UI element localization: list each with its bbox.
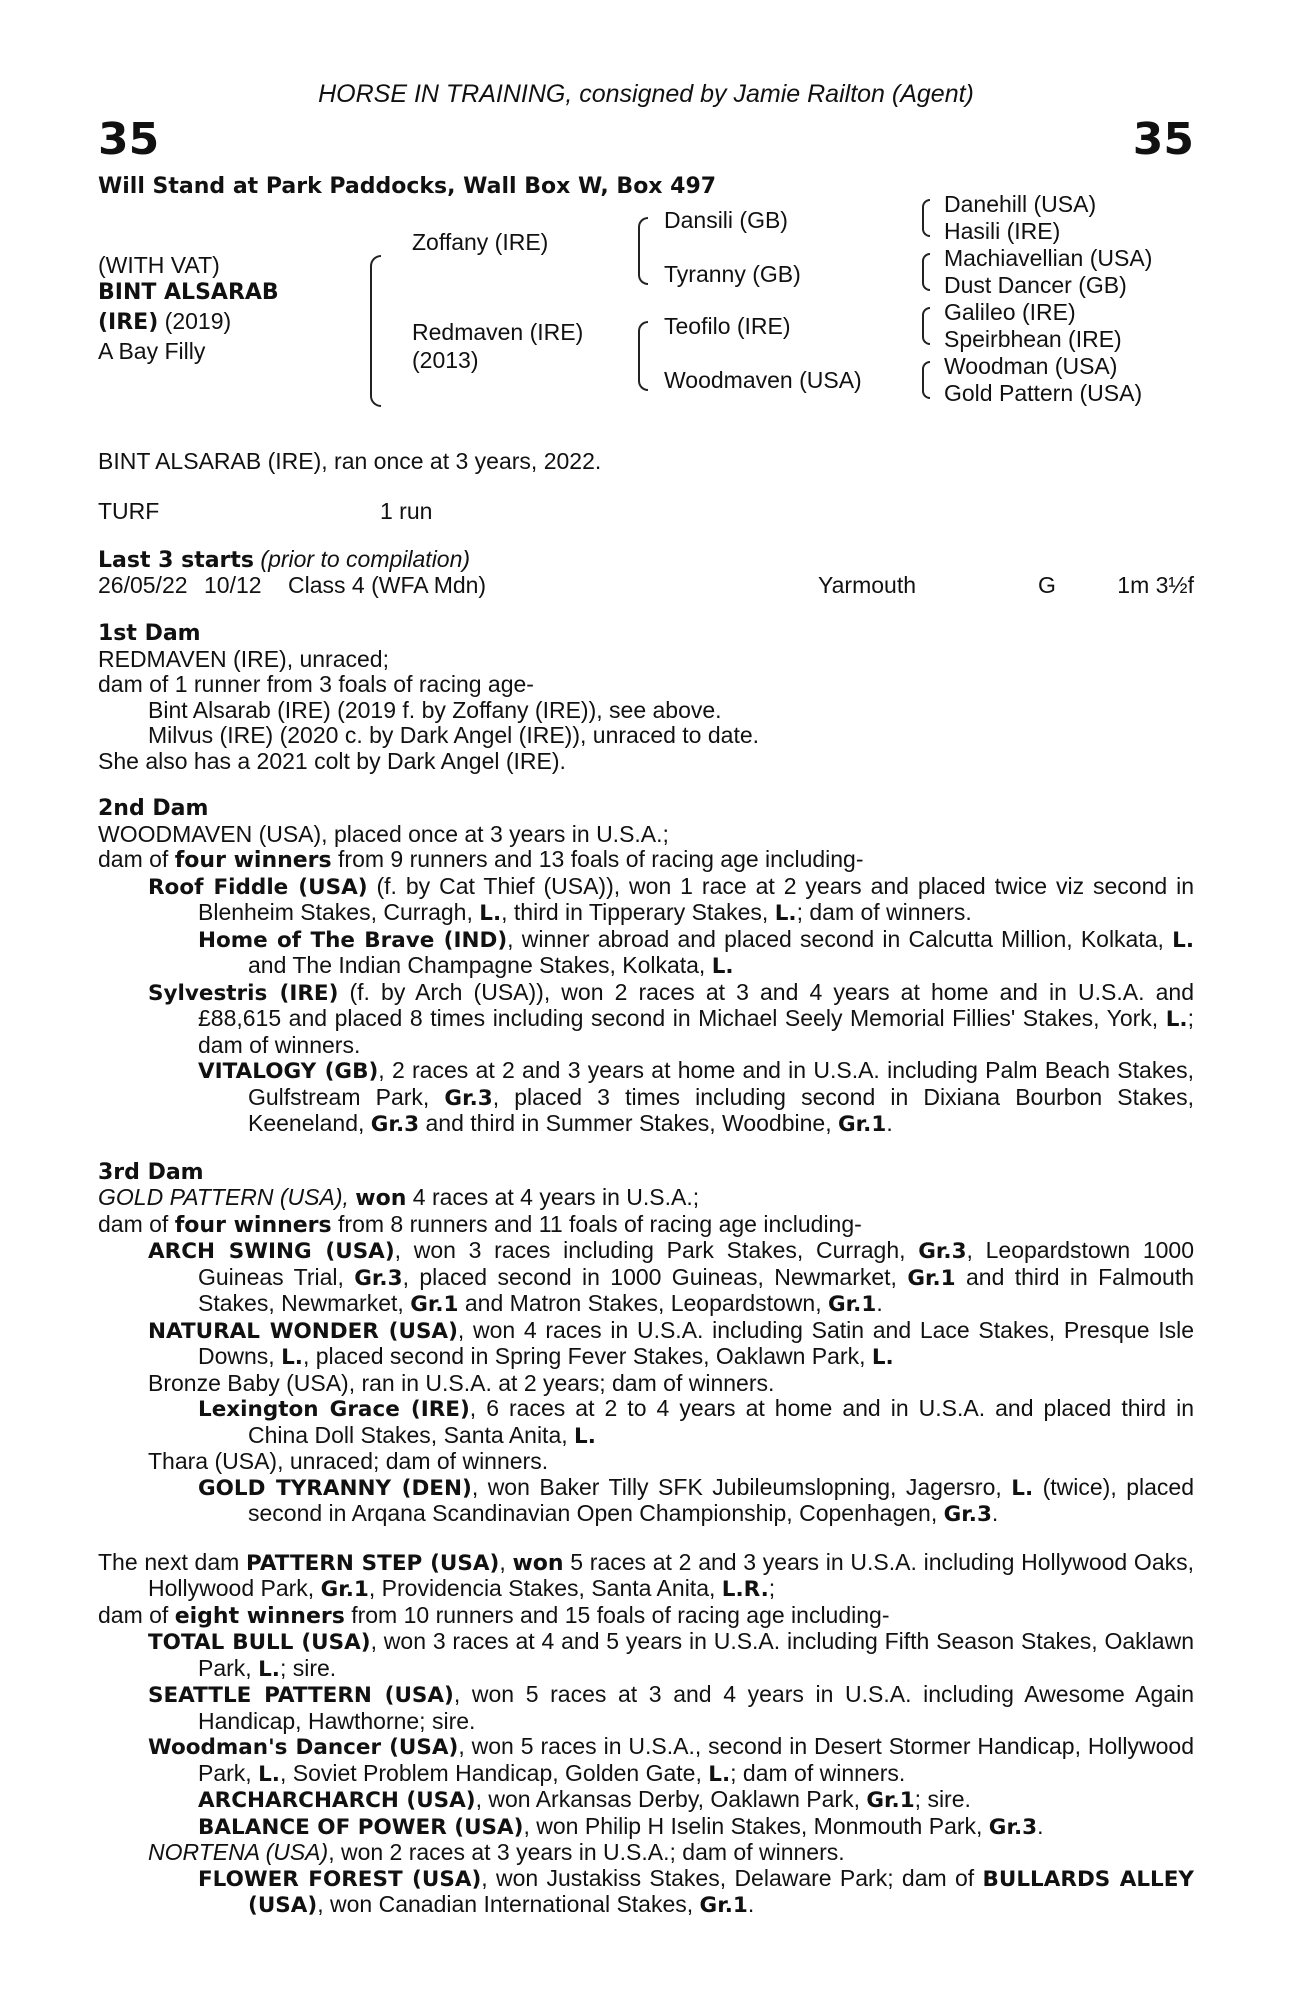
- consignment-line: HORSE IN TRAINING, consigned by Jamie Railton (Agent): [318, 80, 974, 108]
- dam-dam: Woodmaven (USA): [664, 367, 862, 393]
- turf-label: TURF: [98, 497, 160, 524]
- winners-count: four winners: [174, 848, 332, 873]
- horse-origin-year: [98, 307, 279, 337]
- horse-name: GOLD TYRANNY (DEN): [198, 1475, 472, 1501]
- text: ;: [768, 1575, 776, 1601]
- text: dam of: [98, 1601, 175, 1628]
- produce-seattle-pattern: [98, 1682, 1194, 1734]
- start-row: [98, 573, 1194, 599]
- first-dam-line-2: dam of 1 runner from 3 foals of racing age-: [98, 671, 534, 697]
- horse-name: Home of The Brave (IND): [198, 927, 508, 953]
- horse-name: TOTAL BULL (USA): [148, 1630, 371, 1655]
- produce-balance-of-power: [98, 1814, 1194, 1841]
- grandparent-4: Dust Dancer (GB): [944, 272, 1127, 298]
- horse-name: Sylvestris (IRE): [148, 980, 339, 1006]
- second-dam-section: [98, 796, 1194, 1138]
- first-dam-heading: 1st Dam: [98, 621, 201, 646]
- dam: Redmaven (IRE): [412, 319, 584, 345]
- horse-name: Lexington Grace (IRE): [198, 1397, 470, 1422]
- second-dam-line-1: WOODMAVEN (USA), placed once at 3 years in U.S.A.;: [98, 820, 669, 847]
- first-dam-foal-2: Milvus (IRE) (2020 c. by Dark Angel (IRE)), unraced to date.: [148, 722, 760, 748]
- text: , won Canadian International Stakes,: [317, 1891, 700, 1917]
- horse-name: NATURAL WONDER (USA): [148, 1318, 458, 1344]
- grade-mark: Gr.1: [838, 1112, 887, 1137]
- start-date: 26/05/22: [98, 572, 188, 598]
- grandparent-5: Galileo (IRE): [944, 299, 1076, 325]
- horse-name: ARCHARCHARCH (USA): [198, 1788, 476, 1813]
- produce-archarcharch: [98, 1787, 1194, 1814]
- text: , placed second in Spring Fever Stakes, Oaklawn Park,: [302, 1343, 872, 1369]
- lot-header: [98, 80, 1194, 165]
- horse-name: BINT ALSARAB: [98, 280, 279, 305]
- grade-mark: Gr.1: [699, 1893, 748, 1918]
- first-dam-line-1: REDMAVEN (IRE), unraced;: [98, 645, 389, 672]
- produce-bronze-baby: Bronze Baby (USA), ran in U.S.A. at 2 years; dam of winners.: [148, 1369, 775, 1396]
- start-distance: 1m 3½f: [1117, 572, 1194, 598]
- bracket-g4: [922, 361, 930, 399]
- lot-number-right: 35: [1132, 114, 1194, 165]
- text: ; dam of winners.: [796, 899, 972, 925]
- third-dam-section: [98, 1160, 1194, 1528]
- text: ; dam of winners.: [730, 1759, 906, 1786]
- grade-mark: Gr.3: [370, 1112, 420, 1137]
- horse-name: Roof Fiddle (USA): [148, 874, 368, 900]
- text: ,: [499, 1548, 513, 1575]
- sire-dam: Tyranny (GB): [664, 261, 801, 287]
- produce-lexington-grace: [98, 1396, 1194, 1449]
- turf-runs: 1 run: [380, 497, 433, 524]
- horse-name: BALANCE OF POWER (USA): [198, 1814, 524, 1840]
- text: dam of: [98, 846, 175, 872]
- grade-mark: Gr.3: [444, 1085, 493, 1111]
- produce-home-of-the-brave: [98, 927, 1194, 980]
- next-dam-section: [98, 1550, 1194, 1919]
- listed-mark: L.: [1165, 1007, 1188, 1032]
- turf-record: [98, 499, 1194, 525]
- horse-name: BULLARDS ALLEY (USA): [248, 1866, 1194, 1918]
- grade-mark: Gr.3: [988, 1814, 1038, 1840]
- catalogue-page: [98, 80, 1194, 1919]
- horse-name: ARCH SWING (USA): [148, 1239, 395, 1264]
- sire-sire: Dansili (GB): [664, 207, 788, 233]
- horse-name: Woodman's Dancer (USA): [148, 1735, 459, 1760]
- listed-mark: L.: [708, 1761, 731, 1787]
- horse-name: SEATTLE PATTERN (USA): [148, 1683, 454, 1708]
- next-dam-line-2: [98, 1603, 1194, 1630]
- text: .: [876, 1290, 883, 1316]
- produce-flower-forest: [98, 1866, 1194, 1919]
- second-dam-heading: 2nd Dam: [98, 796, 209, 821]
- winners-count: four winners: [174, 1212, 332, 1238]
- horse-description: A Bay Filly: [98, 338, 206, 364]
- listed-mark: L.: [871, 1345, 894, 1370]
- grade-mark: Gr.1: [320, 1577, 369, 1602]
- dam-name: GOLD PATTERN (USA),: [98, 1184, 356, 1210]
- text: (f. by Cat Thief (USA)), won 1 race at 2 years and placed twice viz second in Blenheim Stakes, Curragh,: [198, 872, 1195, 925]
- start-position: 10/12: [204, 572, 262, 598]
- text: .: [991, 1500, 999, 1526]
- text: (twice), placed second in Arqana Scandinavian Open Championship, Copenhagen,: [248, 1473, 1194, 1526]
- text: 4 races at 4 years in U.S.A.;: [406, 1184, 700, 1210]
- produce-roof-fiddle: [98, 874, 1194, 927]
- listed-mark: L.: [574, 1423, 596, 1449]
- first-dam-foal-1: Bint Alsarab (IRE) (2019 f. by Zoffany (IRE)), see above.: [148, 696, 722, 723]
- text: and The Indian Champagne Stakes, Kolkata,: [248, 952, 712, 978]
- listed-mark: L.: [479, 901, 502, 926]
- horse-identity: [98, 251, 279, 365]
- start-race: Class 4 (WFA Mdn): [288, 572, 487, 598]
- text: and third in Falmouth Stakes, Newmarket,: [198, 1263, 1194, 1316]
- vat-note: (WITH VAT): [98, 252, 220, 278]
- pedigree-table: [98, 191, 1194, 429]
- horse-name: FLOWER FOREST (USA): [198, 1866, 482, 1892]
- listed-mark: L.: [774, 901, 797, 926]
- grandparent-8: Gold Pattern (USA): [944, 380, 1143, 406]
- produce-natural-wonder: [98, 1318, 1194, 1371]
- text: , won Justakiss Stakes, Delaware Park; dam of: [481, 1864, 983, 1891]
- listed-mark: L.: [1011, 1475, 1034, 1501]
- sire: Zoffany (IRE): [412, 229, 549, 255]
- grandparent-1: Danehill (USA): [944, 191, 1097, 217]
- horse-name: NORTENA (USA): [148, 1839, 329, 1865]
- produce-woodmans-dancer: [98, 1734, 1194, 1787]
- text: ; sire.: [279, 1654, 337, 1681]
- start-going: G: [1038, 572, 1056, 598]
- text: .: [747, 1891, 755, 1917]
- produce-sylvestris: [98, 980, 1194, 1059]
- text: dam of: [98, 1210, 175, 1237]
- listed-mark: L.: [258, 1761, 280, 1787]
- bracket-sire-parents: [638, 217, 648, 285]
- listed-race-mark: L.R.: [721, 1577, 769, 1602]
- text: , won 5 races at 3 and 4 years in U.S.A. including Awesome Again Handicap, Hawthorne; sire.: [198, 1681, 1195, 1734]
- text: , third in Tipperary Stakes,: [501, 899, 775, 925]
- grade-mark: Gr.1: [866, 1788, 915, 1813]
- horse-year: (2019): [158, 308, 232, 334]
- grandparent-7: Woodman (USA): [944, 353, 1118, 379]
- text: , won Philip H Iselin Stakes, Monmouth Park,: [523, 1812, 989, 1839]
- dam-sire: Teofilo (IRE): [664, 313, 791, 339]
- text: The next dam: [98, 1548, 247, 1575]
- bracket-g3: [922, 307, 930, 345]
- text: , won 3 races including Park Stakes, Curragh,: [394, 1237, 919, 1263]
- text: ; dam of winners.: [198, 1005, 1194, 1058]
- grade-mark: Gr.1: [907, 1265, 956, 1291]
- produce-arch-swing: [98, 1238, 1194, 1318]
- text: and third in Summer Stakes, Woodbine,: [419, 1110, 838, 1136]
- last-starts-heading: [98, 547, 1194, 574]
- text: , won Arkansas Derby, Oaklawn Park,: [475, 1786, 867, 1812]
- text: , Providencia Stakes, Santa Anita,: [368, 1575, 722, 1601]
- grade-mark: Gr.3: [354, 1265, 403, 1291]
- text: , won Baker Tilly SFK Jubileumslopning, Jagersro,: [471, 1473, 1012, 1500]
- text: , placed 3 times including second in Dixiana Bourbon Stakes, Keeneland,: [248, 1083, 1195, 1136]
- text: , winner abroad and placed second in Calcutta Million, Kolkata,: [507, 925, 1173, 952]
- grade-mark: Gr.1: [828, 1292, 877, 1317]
- lot-number-left: 35: [98, 114, 160, 165]
- catalogue-body: [98, 449, 1194, 1919]
- text: .: [886, 1110, 893, 1136]
- text: , won 3 races at 4 and 5 years in U.S.A. including Fifth Season Stakes, Oaklawn Park,: [198, 1628, 1194, 1681]
- last-starts-title: Last 3 starts: [98, 547, 255, 573]
- text: from 9 runners and 13 foals of racing age including-: [331, 846, 864, 872]
- dam-name: PATTERN STEP (USA): [246, 1550, 500, 1576]
- text: from 10 runners and 15 foals of racing age including-: [344, 1601, 890, 1628]
- second-dam-line-2: [98, 847, 1194, 874]
- text: , 6 races at 2 to 4 years at home and in U.S.A. and placed third in China Doll Stakes, Santa Anita,: [248, 1395, 1194, 1448]
- listed-mark: L.: [1172, 927, 1194, 953]
- grandparent-6: Speirbhean (IRE): [944, 326, 1122, 352]
- first-dam-line-5: She also has a 2021 colt by Dark Angel (IRE).: [98, 747, 566, 774]
- produce-gold-tyranny: [98, 1475, 1194, 1528]
- winners-count: eight winners: [174, 1603, 345, 1629]
- produce-vitalogy: [98, 1058, 1194, 1138]
- grade-mark: Gr.3: [918, 1239, 967, 1264]
- won-mark: won: [512, 1550, 564, 1576]
- dam-year: (2013): [412, 347, 479, 373]
- grandparent-2: Hasili (IRE): [944, 218, 1061, 244]
- last-starts-note: (prior to compilation): [260, 545, 471, 572]
- third-dam-heading: 3rd Dam: [98, 1159, 204, 1185]
- start-course: Yarmouth: [818, 572, 917, 598]
- text: 5 races at 2 and 3 years in U.S.A. including Hollywood Oaks, Hollywood Park,: [148, 1548, 1194, 1601]
- listed-mark: L.: [258, 1656, 280, 1682]
- text: from 8 runners and 11 foals of racing age including-: [331, 1210, 862, 1237]
- bracket-parents: [370, 255, 381, 407]
- grade-mark: Gr.1: [410, 1292, 459, 1317]
- produce-total-bull: [98, 1629, 1194, 1682]
- bracket-dam-parents: [638, 321, 648, 391]
- horse-country: (IRE): [98, 310, 159, 335]
- text: , placed second in 1000 Guineas, Newmarket,: [402, 1263, 908, 1290]
- text: , won 4 races in U.S.A. including Satin and Lace Stakes, Presque Isle Downs,: [198, 1316, 1194, 1369]
- stand-location: Will Stand at Park Paddocks, Wall Box W, Box 497: [98, 174, 717, 199]
- third-dam-line-2: [98, 1212, 1194, 1239]
- listed-mark: L.: [711, 954, 734, 979]
- won-mark: won: [355, 1186, 407, 1211]
- text: (f. by Arch (USA)), won 2 races at 3 and 4 years at home and in U.S.A. and £88,615 and placed 8 times including second in Michael Seely Memorial Fillies' Stakes, York,: [198, 978, 1194, 1031]
- race-summary: BINT ALSARAB (IRE), ran once at 3 years, 2022.: [98, 448, 602, 474]
- bracket-g2: [922, 253, 930, 291]
- grade-mark: Gr.3: [943, 1502, 992, 1527]
- text: , 2 races at 2 and 3 years at home and in U.S.A. including Palm Beach Stakes, Gulfstream Park,: [248, 1057, 1195, 1110]
- produce-nortena: [98, 1840, 1194, 1866]
- text: , Soviet Problem Handicap, Golden Gate,: [279, 1759, 709, 1786]
- text: , won 5 races in U.S.A., second in Desert Stormer Handicap, Hollywood Park,: [198, 1733, 1195, 1786]
- listed-mark: L.: [281, 1345, 303, 1370]
- text: ; sire.: [914, 1786, 971, 1812]
- third-dam-line-1: [98, 1185, 1194, 1212]
- produce-thara: Thara (USA), unraced; dam of winners.: [148, 1448, 549, 1474]
- text: .: [1037, 1812, 1044, 1839]
- text: and Matron Stakes, Leopardstown,: [458, 1290, 828, 1316]
- first-dam-section: [98, 621, 1194, 774]
- next-dam-line-1: [98, 1550, 1194, 1603]
- text: , Leopardstown 1000 Guineas Trial,: [198, 1237, 1194, 1290]
- text: , won 2 races at 3 years in U.S.A.; dam of winners.: [328, 1839, 845, 1865]
- bracket-g1: [922, 199, 930, 237]
- grandparent-3: Machiavellian (USA): [944, 245, 1153, 271]
- horse-name: VITALOGY (GB): [198, 1059, 379, 1084]
